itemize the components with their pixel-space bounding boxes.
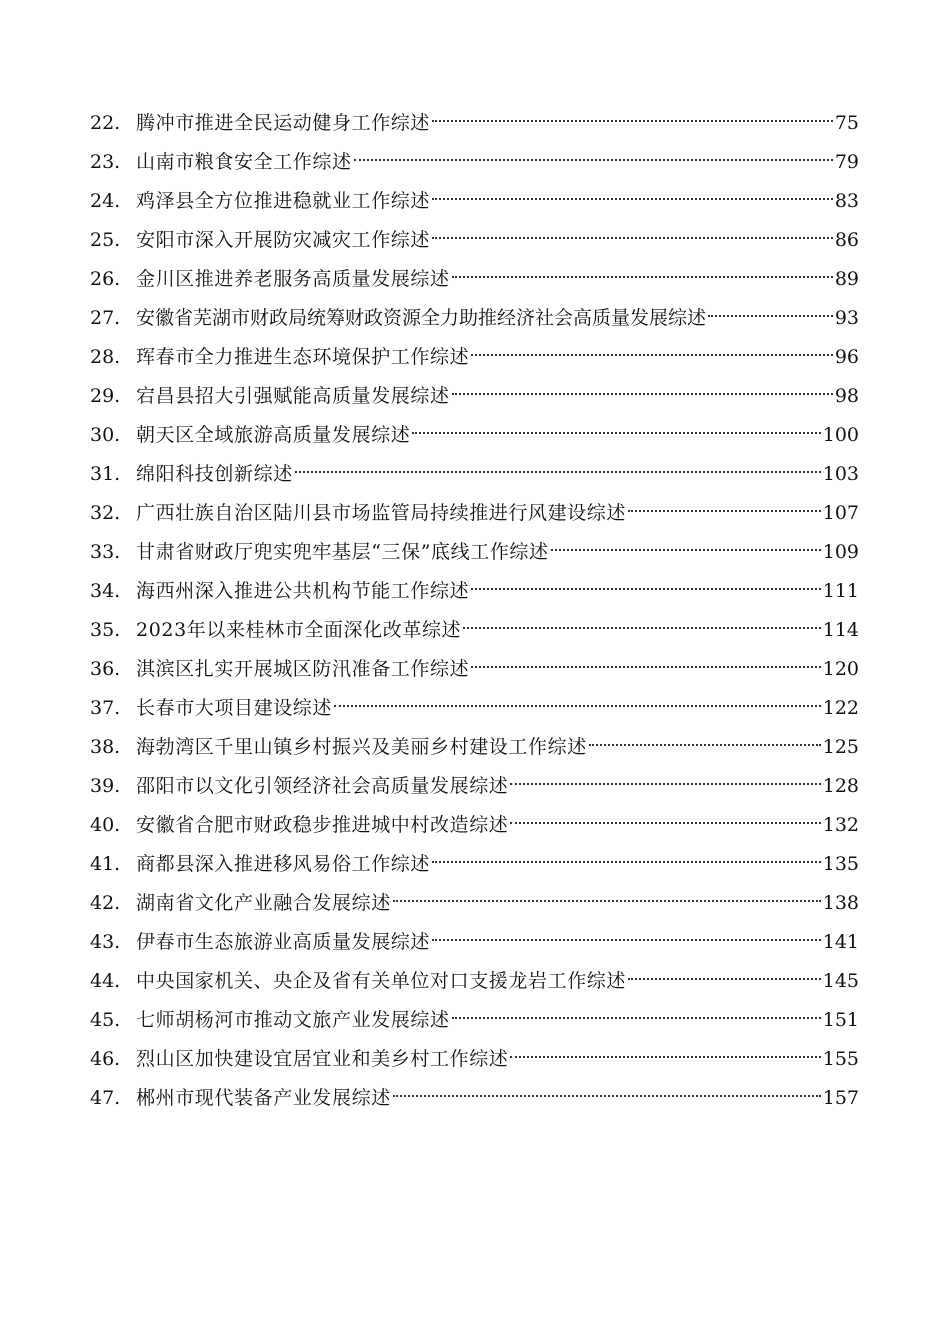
entry-title: 安阳市深入开展防灾减灾工作综述 bbox=[136, 229, 431, 251]
entry-number: 30. bbox=[90, 424, 121, 446]
entry-page-number: 86 bbox=[834, 229, 859, 251]
entry-page-number: 128 bbox=[822, 775, 859, 797]
entry-number: 43. bbox=[90, 931, 121, 953]
entry-number: 24. bbox=[90, 190, 121, 212]
entry-number: 40. bbox=[90, 814, 121, 836]
entry-title: 绵阳科技创新综述 bbox=[136, 463, 293, 485]
dot-leader bbox=[432, 120, 833, 122]
dot-leader bbox=[295, 471, 821, 473]
entry-number: 22. bbox=[90, 112, 121, 134]
entry-number: 44. bbox=[90, 970, 121, 992]
dot-leader bbox=[334, 705, 821, 707]
entry-title: 长春市大项目建设综述 bbox=[136, 697, 333, 719]
entry-number: 29. bbox=[90, 385, 121, 407]
toc-entry[interactable] bbox=[90, 377, 859, 416]
entry-title: 商都县深入推进移风易俗工作综述 bbox=[136, 853, 431, 875]
dot-leader bbox=[471, 588, 821, 590]
entry-page-number: 103 bbox=[822, 463, 859, 485]
entry-page-number: 122 bbox=[822, 697, 859, 719]
dot-leader bbox=[452, 276, 833, 278]
dot-leader bbox=[393, 1095, 821, 1097]
entry-title: 腾冲市推进全民运动健身工作综述 bbox=[136, 112, 431, 134]
entry-number: 46. bbox=[90, 1048, 121, 1070]
dot-leader bbox=[432, 198, 833, 200]
toc-entry[interactable] bbox=[90, 923, 859, 962]
entry-page-number: 79 bbox=[834, 151, 859, 173]
toc-entry[interactable] bbox=[90, 104, 859, 143]
toc-entry[interactable] bbox=[90, 299, 859, 338]
entry-page-number: 138 bbox=[822, 892, 859, 914]
entry-title: 金川区推进养老服务高质量发展综述 bbox=[136, 268, 450, 290]
dot-leader bbox=[463, 627, 821, 629]
entry-title: 朝天区全域旅游高质量发展综述 bbox=[136, 424, 411, 446]
entry-number: 28. bbox=[90, 346, 121, 368]
toc-entry[interactable] bbox=[90, 455, 859, 494]
toc-entry[interactable] bbox=[90, 962, 859, 1001]
entry-page-number: 75 bbox=[834, 112, 859, 134]
entry-page-number: 157 bbox=[822, 1087, 859, 1109]
dot-leader bbox=[471, 354, 833, 356]
entry-page-number: 111 bbox=[822, 580, 859, 602]
entry-number: 37. bbox=[90, 697, 121, 719]
entry-title: 2023年以来桂林市全面深化改革综述 bbox=[136, 619, 462, 641]
entry-number: 35. bbox=[90, 619, 121, 641]
entry-title: 海勃湾区千里山镇乡村振兴及美丽乡村建设工作综述 bbox=[136, 736, 587, 758]
toc-entry[interactable] bbox=[90, 416, 859, 455]
toc-entry[interactable] bbox=[90, 260, 859, 299]
toc-entry[interactable] bbox=[90, 767, 859, 806]
entry-page-number: 109 bbox=[822, 541, 859, 563]
entry-number: 47. bbox=[90, 1087, 121, 1109]
toc-entry[interactable] bbox=[90, 650, 859, 689]
entry-number: 36. bbox=[90, 658, 121, 680]
entry-page-number: 125 bbox=[822, 736, 859, 758]
dot-leader bbox=[510, 822, 820, 824]
entry-page-number: 83 bbox=[834, 190, 859, 212]
dot-leader bbox=[708, 315, 833, 317]
entry-page-number: 98 bbox=[834, 385, 859, 407]
toc-entry[interactable] bbox=[90, 689, 859, 728]
toc-entry[interactable] bbox=[90, 845, 859, 884]
dot-leader bbox=[471, 666, 821, 668]
entry-page-number: 155 bbox=[822, 1048, 859, 1070]
entry-title: 烈山区加快建设宜居宜业和美乡村工作综述 bbox=[136, 1048, 509, 1070]
dot-leader bbox=[628, 978, 821, 980]
toc-entry[interactable] bbox=[90, 143, 859, 182]
dot-leader bbox=[589, 744, 821, 746]
entry-page-number: 151 bbox=[822, 1009, 859, 1031]
entry-page-number: 96 bbox=[834, 346, 859, 368]
entry-number: 39. bbox=[90, 775, 121, 797]
entry-number: 27. bbox=[90, 307, 121, 329]
entry-title: 珲春市全力推进生态环境保护工作综述 bbox=[136, 346, 470, 368]
entry-page-number: 107 bbox=[822, 502, 859, 524]
entry-page-number: 89 bbox=[834, 268, 859, 290]
entry-page-number: 135 bbox=[822, 853, 859, 875]
toc-entry[interactable] bbox=[90, 338, 859, 377]
entry-title: 邵阳市以文化引领经济社会高质量发展综述 bbox=[136, 775, 509, 797]
entry-number: 32. bbox=[90, 502, 121, 524]
toc-entry[interactable] bbox=[90, 221, 859, 260]
entry-number: 31. bbox=[90, 463, 121, 485]
dot-leader bbox=[432, 237, 833, 239]
entry-page-number: 141 bbox=[822, 931, 859, 953]
entry-title: 海西州深入推进公共机构节能工作综述 bbox=[136, 580, 470, 602]
entry-title: 安徽省合肥市财政稳步推进城中村改造综述 bbox=[136, 814, 509, 836]
toc-entry[interactable] bbox=[90, 572, 859, 611]
entry-title: 鸡泽县全方位推进稳就业工作综述 bbox=[136, 190, 431, 212]
entry-title: 淇滨区扎实开展城区防汛准备工作综述 bbox=[136, 658, 470, 680]
entry-page-number: 100 bbox=[822, 424, 859, 446]
dot-leader bbox=[432, 939, 821, 941]
entry-number: 42. bbox=[90, 892, 121, 914]
entry-page-number: 93 bbox=[834, 307, 859, 329]
entry-title: 湖南省文化产业融合发展综述 bbox=[136, 892, 391, 914]
entry-page-number: 120 bbox=[822, 658, 859, 680]
toc-entry[interactable] bbox=[90, 494, 859, 533]
dot-leader bbox=[432, 861, 821, 863]
dot-leader bbox=[354, 159, 833, 161]
dot-leader bbox=[628, 510, 821, 512]
toc-entry[interactable] bbox=[90, 611, 859, 650]
toc-entry[interactable] bbox=[90, 1001, 859, 1040]
dot-leader bbox=[393, 900, 821, 902]
toc-entry[interactable] bbox=[90, 1040, 859, 1079]
entry-page-number: 145 bbox=[822, 970, 859, 992]
entry-page-number: 114 bbox=[822, 619, 859, 641]
entry-title: 中央国家机关、央企及省有关单位对口支援龙岩工作综述 bbox=[136, 970, 627, 992]
toc-entry[interactable] bbox=[90, 884, 859, 923]
entry-number: 45. bbox=[90, 1009, 121, 1031]
toc-entry[interactable] bbox=[90, 728, 859, 767]
entry-number: 34. bbox=[90, 580, 121, 602]
dot-leader bbox=[551, 549, 821, 551]
entry-title: 郴州市现代装备产业发展综述 bbox=[136, 1087, 391, 1109]
entry-number: 26. bbox=[90, 268, 121, 290]
dot-leader bbox=[452, 393, 833, 395]
dot-leader bbox=[412, 432, 820, 434]
entry-number: 23. bbox=[90, 151, 121, 173]
entry-number: 41. bbox=[90, 853, 121, 875]
entry-title: 广西壮族自治区陆川县市场监管局持续推进行风建设综述 bbox=[136, 502, 627, 524]
dot-leader bbox=[510, 783, 820, 785]
entry-title: 伊春市生态旅游业高质量发展综述 bbox=[136, 931, 431, 953]
toc-entry[interactable] bbox=[90, 806, 859, 845]
entry-title: 甘肃省财政厅兜实兜牢基层“三保”底线工作综述 bbox=[136, 541, 549, 563]
toc-entry[interactable] bbox=[90, 182, 859, 221]
entry-number: 25. bbox=[90, 229, 121, 251]
toc-entry[interactable] bbox=[90, 533, 859, 572]
dot-leader bbox=[452, 1017, 821, 1019]
toc-entry[interactable] bbox=[90, 1079, 859, 1118]
entry-title: 七师胡杨河市推动文旅产业发展综述 bbox=[136, 1009, 450, 1031]
entry-number: 33. bbox=[90, 541, 121, 563]
entry-title: 山南市粮食安全工作综述 bbox=[136, 151, 352, 173]
entry-number: 38. bbox=[90, 736, 121, 758]
entry-title: 宕昌县招大引强赋能高质量发展综述 bbox=[136, 385, 450, 407]
table-of-contents bbox=[90, 104, 859, 1118]
entry-title: 安徽省芜湖市财政局统筹财政资源全力助推经济社会高质量发展综述 bbox=[136, 307, 707, 329]
dot-leader bbox=[510, 1056, 820, 1058]
entry-page-number: 132 bbox=[822, 814, 859, 836]
